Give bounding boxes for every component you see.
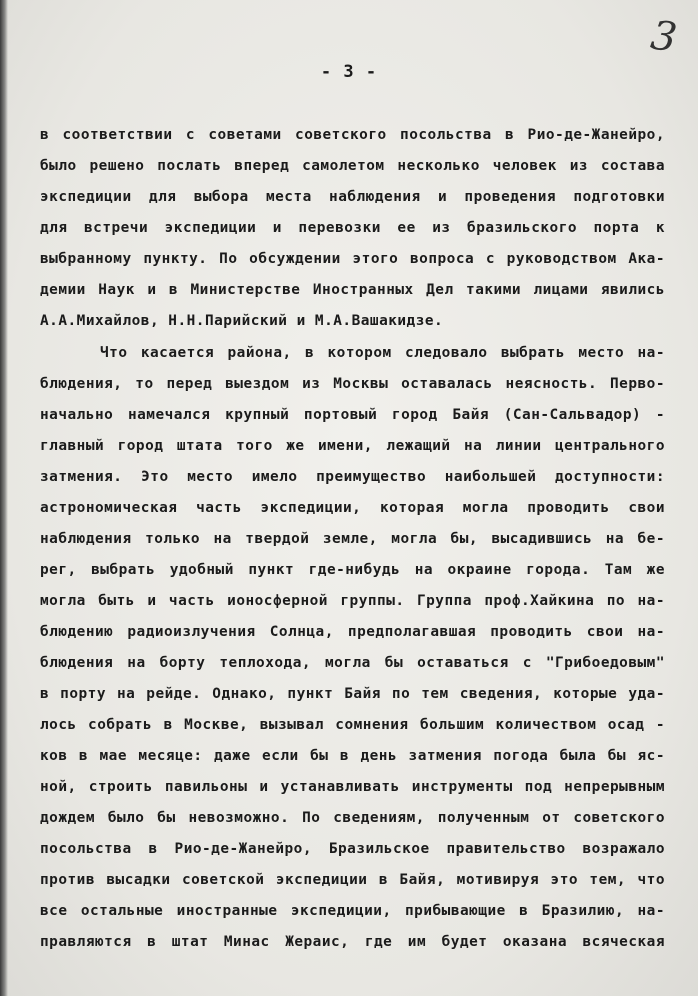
text-line: было решено послать вперед самолетом несколько человек из состава (40, 158, 665, 174)
text-line: наблюдения только на твердой земле, могла бы, высадившись на бе- (40, 531, 665, 547)
text-line: в соответствии с советами советского посольства в Рио-де-Жанейро, (40, 127, 665, 143)
text-line: все остальные иностранные экспедиции, прибывающие в Бразилию, на- (40, 903, 665, 919)
handwritten-page-mark: 3 (647, 12, 680, 62)
text-line: против высадки советской экспедиции в Байя, мотивируя это тем, что (40, 872, 665, 888)
text-line: начально намечался крупный портовый город Байя (Сан-Сальвадор) - (40, 407, 665, 423)
text-line: ков в мае месяце: даже если бы в день затмения погода была бы яс- (40, 748, 665, 764)
text-line: астрономическая часть экспедиции, которая могла проводить свои (40, 500, 665, 516)
text-line: посольства в Рио-де-Жанейро, Бразильское правительство возражало (40, 841, 665, 857)
text-line: выбранному пункту. По обсуждении этого вопроса с руководством Ака- (40, 251, 665, 267)
text-line: А.А.Михайлов, Н.Н.Парийский и М.А.Вашакидзе. (40, 313, 444, 329)
text-line: главный город штата того же имени, лежащий на линии центрального (40, 438, 665, 454)
text-line: демии Наук и в Министерстве Иностранных Дел такими лицами явились (40, 282, 665, 298)
scan-edge-shadow (0, 0, 8, 996)
text-line: блюдения, то перед выездом из Москвы оставалась неясность. Перво- (40, 376, 665, 392)
text-line: лось собрать в Москве, вызывал сомнения большим количеством осад - (40, 717, 665, 733)
text-line: рег, выбрать удобный пункт где-нибудь на окраине города. Там же (40, 562, 665, 578)
text-line: ной, строить павильоны и устанавливать инструменты под непрерывным (40, 779, 665, 795)
text-line: блюдению радиоизлучения Солнца, предполагавшая проводить свои на- (40, 624, 665, 640)
text-line: блюдения на борту теплохода, могла бы оставаться с "Грибоедовым" (40, 655, 665, 671)
text-line: Что касается района, в котором следовало выбрать место на- (100, 345, 665, 361)
text-line: затмения. Это место имело преимущество наибольшей доступности: (40, 469, 665, 485)
text-line: могла быть и часть ионосферной группы. Группа проф.Хайкина по на- (40, 593, 665, 609)
text-line: правляются в штат Минас Жераис, где им будет оказана всяческая (40, 934, 665, 950)
text-line: дождем было бы невозможно. По сведениям, полученным от советского (40, 810, 665, 826)
text-line: для встречи экспедиции и перевозки ее из бразильского порта к (40, 220, 665, 236)
text-line: экспедиции для выбора места наблюдения и проведения подготовки (40, 189, 665, 205)
text-line: в порту на рейде. Однако, пункт Байя по тем сведения, которые уда- (40, 686, 665, 702)
page-number: - 3 - (320, 62, 378, 82)
